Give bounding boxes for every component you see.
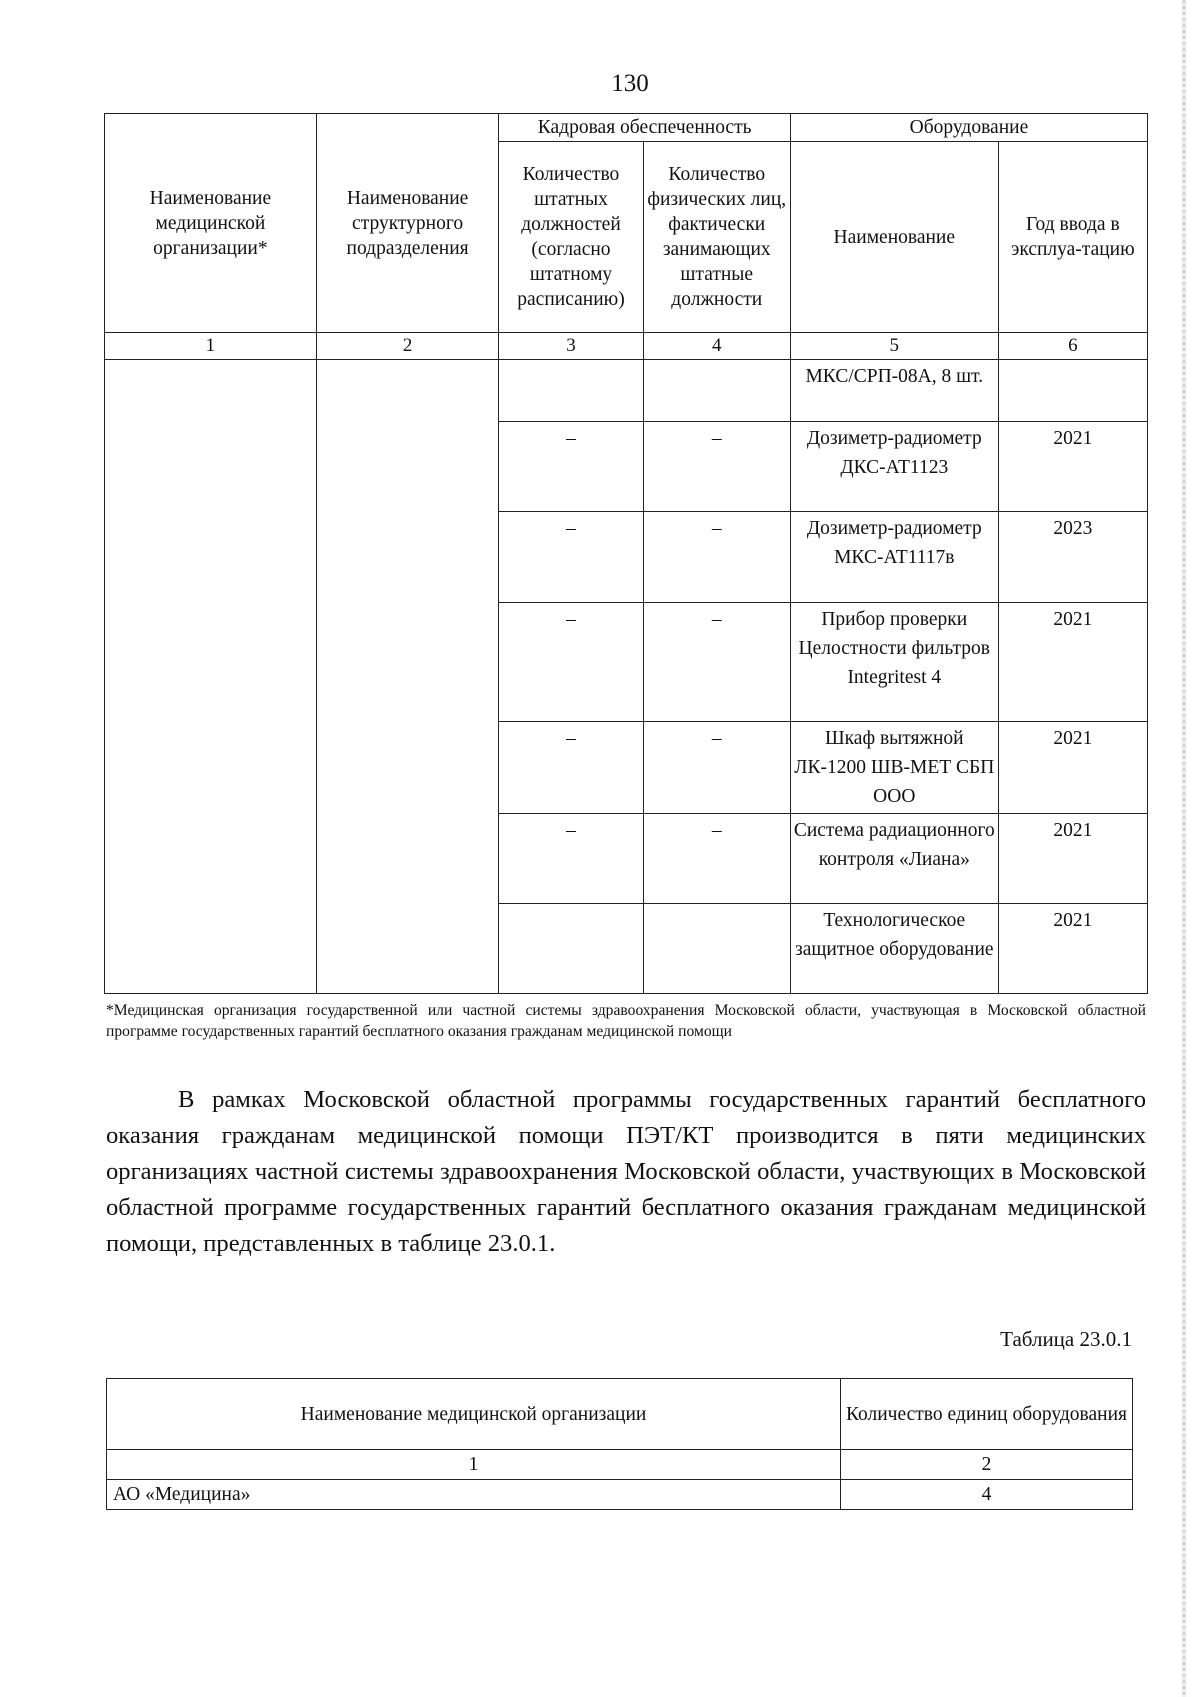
commission-year-cell: 2021	[998, 814, 1147, 904]
equipment-name-cell: Технологическое защитное оборудование	[790, 904, 998, 994]
table-header-row-groups	[105, 114, 1148, 142]
physical-persons-cell	[643, 360, 790, 422]
physical-persons-cell: –	[643, 422, 790, 512]
commission-year-cell: 2023	[998, 512, 1147, 603]
staff-positions-cell: –	[499, 722, 643, 814]
table-caption: Таблица 23.0.1	[1000, 1327, 1132, 1351]
col-number: 5	[790, 333, 998, 360]
equipment-count-table	[106, 1378, 1133, 1510]
staff-positions-cell: –	[499, 603, 643, 722]
physical-persons-cell: –	[643, 722, 790, 814]
staff-positions-cell: –	[499, 814, 643, 904]
table-row	[107, 1480, 1133, 1510]
physical-persons-cell: –	[643, 603, 790, 722]
staff-positions-cell	[499, 904, 643, 994]
unit-name-cell	[316, 360, 499, 994]
staff-positions-cell: –	[499, 422, 643, 512]
org-name-cell: АО «Медицина»	[107, 1480, 841, 1510]
commission-year-cell: 2021	[998, 722, 1147, 814]
table-header-row	[107, 1379, 1133, 1450]
col-number: 6	[998, 333, 1147, 360]
body-paragraph: В рамках Московской областной программы государственных гарантий бесплатного оказания гражданам медицинской помощи ПЭТ/КТ производится в пяти медицинских организациях частной системы здравоохранения Московской области, участвующих в Московской областной программе государственных гарантий бесплатного оказания гражданам медицинской помощи, представленных в таблице 23.0.1.	[106, 1086, 1146, 1257]
equipment-name-cell: Система радиационного контроля «Лиана»	[790, 814, 998, 904]
scan-edge-artifact	[1182, 0, 1186, 1697]
col-number: 3	[499, 333, 643, 360]
col-number: 2	[841, 1450, 1133, 1480]
table-footnote: *Медицинская организация государственной или частной системы здравоохранения Московской области, участвующая в Московской областной программе государственных гарантий бесплатного оказания гражданам медицинской помощи	[106, 1002, 1146, 1040]
header-unit-name: Наименование структурного подразделения	[316, 114, 499, 333]
staff-positions-cell: –	[499, 512, 643, 603]
table-number-row	[107, 1450, 1133, 1480]
header-equipment-group: Оборудование	[790, 114, 1147, 142]
header-org-name: Наименование медицинской организации*	[105, 114, 317, 333]
header-staff-group: Кадровая обеспеченность	[499, 114, 791, 142]
staff-equipment-table	[104, 113, 1148, 994]
equipment-name-cell: Дозиметр-радиометр ДКС-АТ1123	[790, 422, 998, 512]
physical-persons-cell: –	[643, 512, 790, 603]
equipment-name-cell: Шкаф вытяжной ЛК-1200 ШВ-МЕТ СБП ООО	[790, 722, 998, 814]
physical-persons-cell: –	[643, 814, 790, 904]
equipment-count-cell: 4	[841, 1480, 1133, 1510]
equipment-name-cell: МКС/СРП-08А, 8 шт.	[790, 360, 998, 422]
header-commission-year: Год ввода в эксплуа-тацию	[998, 142, 1147, 333]
table-number-row	[105, 333, 1148, 360]
equipment-name-cell: Прибор проверки Целостности фильтров Integritest 4	[790, 603, 998, 722]
col-number: 1	[107, 1450, 841, 1480]
table-row	[105, 360, 1148, 422]
commission-year-cell: 2021	[998, 603, 1147, 722]
col-number: 2	[316, 333, 499, 360]
col-number: 4	[643, 333, 790, 360]
header-staff-positions: Количество штатных должностей (согласно штатному расписанию)	[499, 142, 643, 333]
commission-year-cell: 2021	[998, 904, 1147, 994]
equipment-name-cell: Дозиметр-радиометр МКС-АТ1117в	[790, 512, 998, 603]
commission-year-cell: 2021	[998, 422, 1147, 512]
header-physical-persons: Количество физических лиц, фактически занимающих штатные должности	[643, 142, 790, 333]
header-equipment-count: Количество единиц оборудования	[841, 1379, 1133, 1450]
header-equipment-name: Наименование	[790, 142, 998, 333]
header-org-name: Наименование медицинской организации	[107, 1379, 841, 1450]
commission-year-cell	[998, 360, 1147, 422]
physical-persons-cell	[643, 904, 790, 994]
col-number: 1	[105, 333, 317, 360]
staff-positions-cell	[499, 360, 643, 422]
org-name-cell	[105, 360, 317, 994]
page-number: 130	[611, 70, 649, 97]
